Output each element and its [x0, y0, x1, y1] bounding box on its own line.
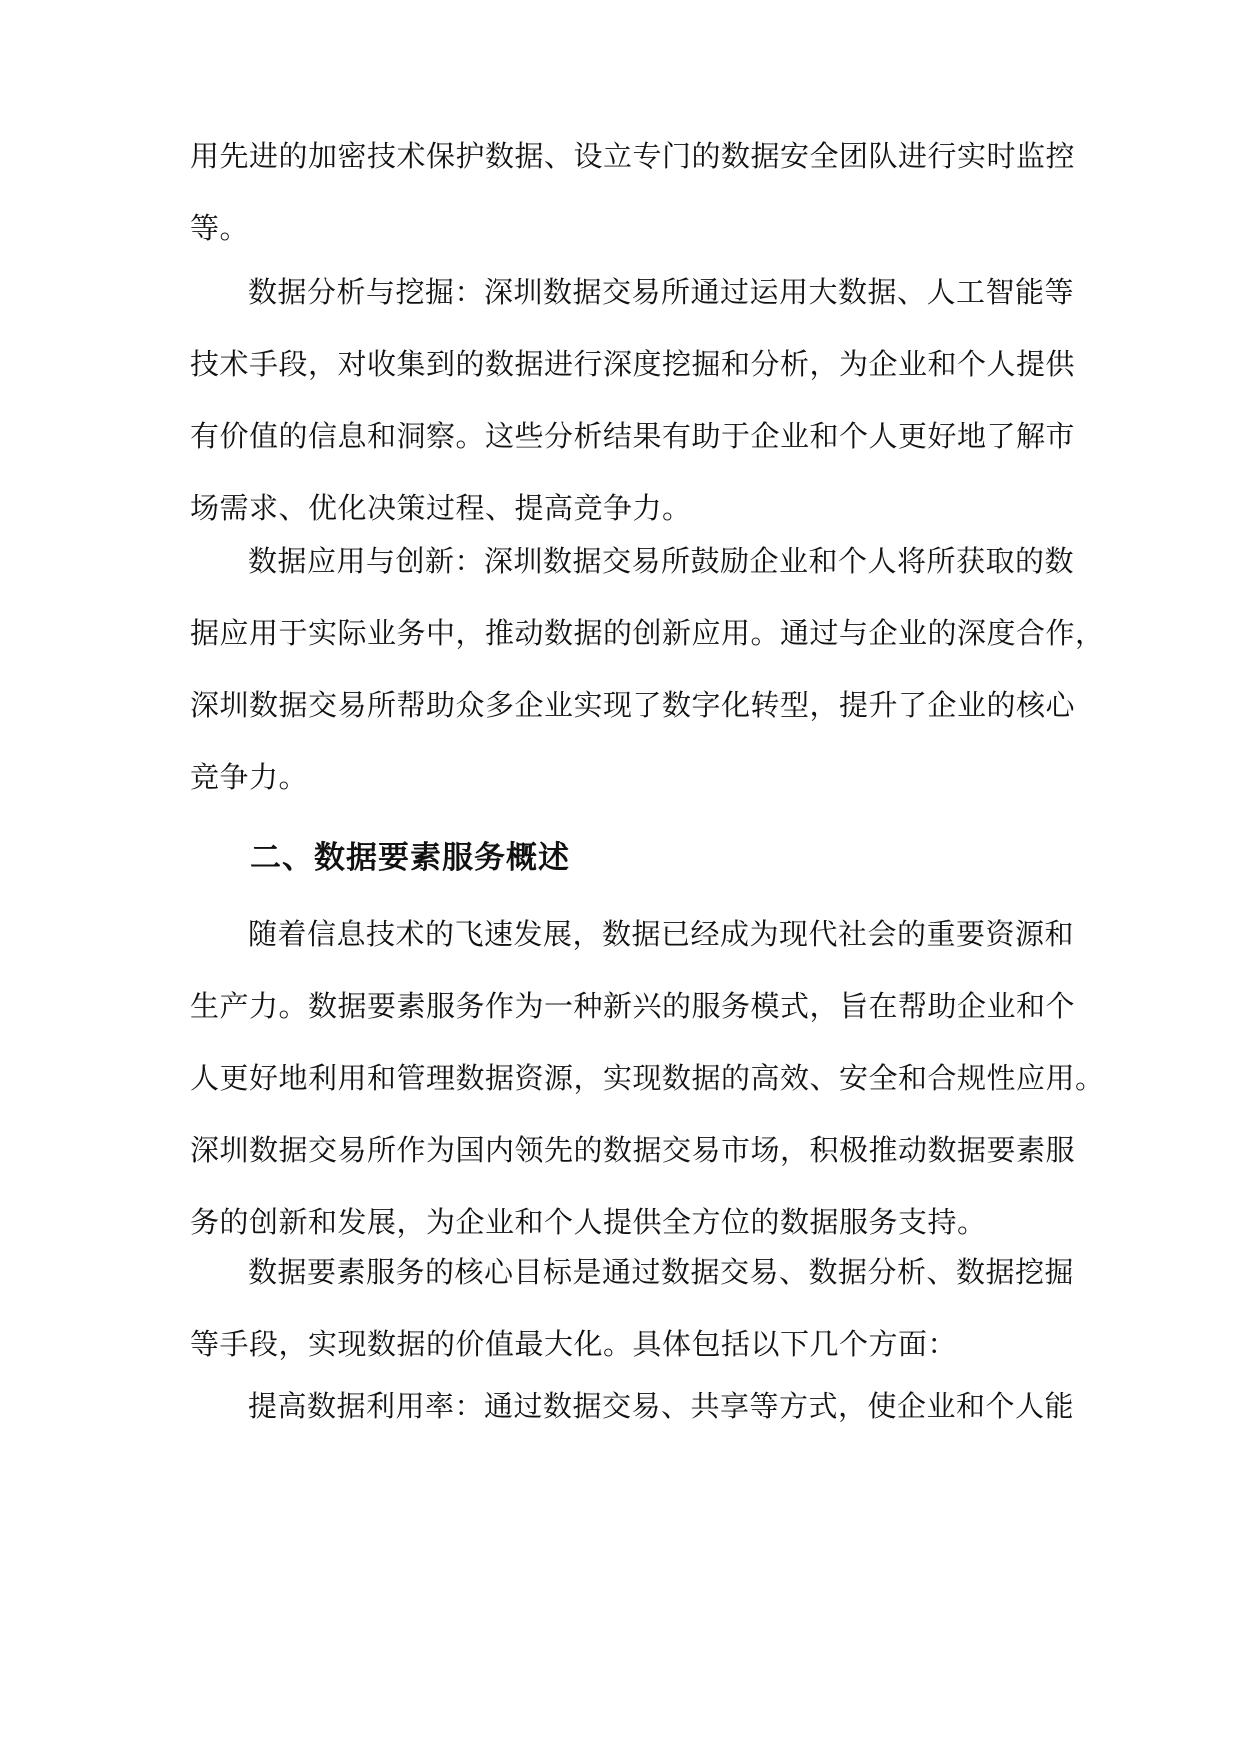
paragraph-core-objectives	[190, 1236, 1075, 1380]
text-line: 等手段，实现数据的价值最大化。具体包括以下几个方面：	[190, 1327, 958, 1361]
text-line: 数据分析与挖掘：深圳数据交易所通过运用大数据、人工智能等	[248, 275, 1075, 309]
text-line: 深圳数据交易所作为国内领先的数据交易市场，积极推动数据要素服	[190, 1133, 1076, 1167]
paragraph-data-analysis-mining	[190, 256, 1076, 544]
text-line: 等。	[190, 211, 250, 245]
text-line: 随着信息技术的飞速发展，数据已经成为现代社会的重要资源和	[248, 917, 1075, 951]
paragraph-improve-data-utilization	[190, 1370, 1075, 1442]
text-line: 有价值的信息和洞察。这些分析结果有助于企业和个人更好地了解市	[190, 419, 1076, 453]
text-line: 据应用于实际业务中，推动数据的创新应用。通过与企业的深度合作，	[190, 616, 1105, 650]
section-heading: 二、数据要素服务概述	[250, 840, 570, 876]
paragraph-data-application-innovation	[190, 525, 1105, 813]
text-line: 数据要素服务的核心目标是通过数据交易、数据分析、数据挖掘	[248, 1255, 1075, 1289]
text-line: 技术手段，对收集到的数据进行深度挖掘和分析，为企业和个人提供	[190, 347, 1076, 381]
text-line: 生产力。数据要素服务作为一种新兴的服务模式，旨在帮助企业和个	[190, 989, 1076, 1023]
paragraph-data-security-continued	[190, 120, 1076, 264]
text-line: 务的创新和发展，为企业和个人提供全方位的数据服务支持。	[190, 1205, 987, 1239]
text-line: 用先进的加密技术保护数据、设立专门的数据安全团队进行实时监控	[190, 139, 1076, 173]
text-line: 人更好地利用和管理数据资源，实现数据的高效、安全和合规性应用。	[190, 1061, 1105, 1095]
text-line: 提高数据利用率：通过数据交易、共享等方式，使企业和个人能	[248, 1389, 1075, 1423]
paragraph-data-element-services-intro	[190, 898, 1105, 1258]
text-line: 竞争力。	[190, 760, 309, 794]
text-line: 场需求、优化决策过程、提高竞争力。	[190, 491, 692, 525]
text-line: 深圳数据交易所帮助众多企业实现了数字化转型，提升了企业的核心	[190, 688, 1076, 722]
text-line: 数据应用与创新：深圳数据交易所鼓励企业和个人将所获取的数	[248, 544, 1075, 578]
